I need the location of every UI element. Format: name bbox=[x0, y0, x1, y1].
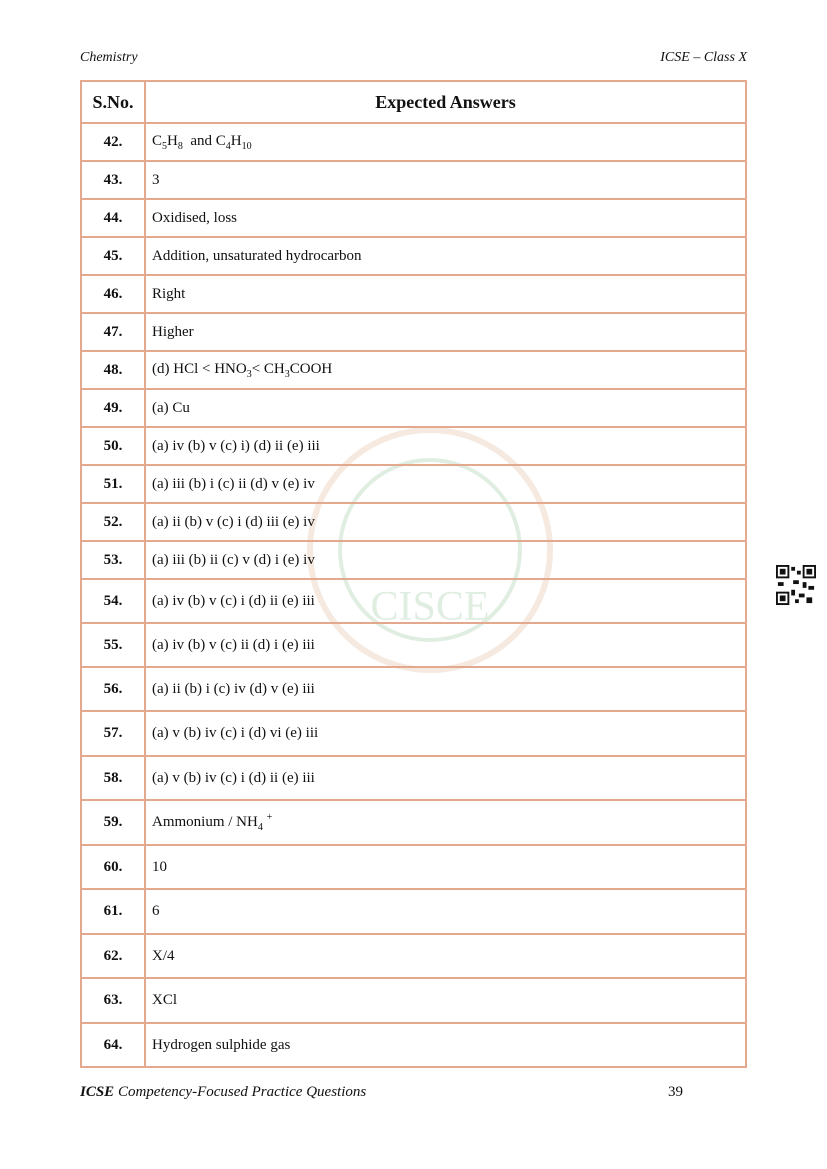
row-number: 45. bbox=[81, 237, 145, 275]
row-answer bbox=[145, 934, 746, 978]
answer-fragment: Hydrogen sulphide gas bbox=[152, 1036, 291, 1053]
answer-fragment: XCl bbox=[152, 992, 178, 1008]
table-row bbox=[81, 541, 746, 579]
row-number: 52. bbox=[81, 503, 145, 541]
answer-fragment: Right bbox=[152, 285, 186, 302]
row-answer bbox=[145, 199, 746, 237]
column-header-answers: Expected Answers bbox=[145, 81, 746, 123]
row-number: 42. bbox=[81, 123, 145, 161]
table-row bbox=[81, 275, 746, 313]
table-row bbox=[81, 711, 746, 756]
row-answer bbox=[145, 800, 746, 845]
table-row bbox=[81, 756, 746, 800]
row-answer bbox=[145, 389, 746, 427]
row-answer bbox=[145, 1023, 746, 1067]
row-answer bbox=[145, 711, 746, 756]
answer-fragment: (d) HCl < HNO bbox=[152, 360, 247, 377]
answer-fragment: COOH bbox=[289, 360, 333, 377]
table-row bbox=[81, 889, 746, 934]
row-answer bbox=[145, 845, 746, 889]
row-answer bbox=[145, 465, 746, 503]
row-number: 46. bbox=[81, 275, 145, 313]
answer-fragment: (a) Cu bbox=[152, 399, 190, 416]
table-row bbox=[81, 978, 746, 1023]
row-number: 56. bbox=[81, 667, 145, 711]
row-number: 58. bbox=[81, 756, 145, 800]
row-number: 64. bbox=[81, 1023, 145, 1067]
header-board: ICSE – Class X bbox=[660, 50, 747, 65]
table-row bbox=[81, 351, 746, 389]
table-row bbox=[81, 845, 746, 889]
answer-fragment: Addition, unsaturated hydrocarbon bbox=[152, 247, 362, 264]
answer-fragment: and C bbox=[182, 132, 226, 149]
row-answer bbox=[145, 889, 746, 934]
table-row bbox=[81, 579, 746, 623]
answer-fragment: (a) iv (b) v (c) i (d) ii (e) iii bbox=[152, 592, 315, 609]
row-number: 54. bbox=[81, 579, 145, 623]
table-row bbox=[81, 503, 746, 541]
answer-fragment: X/4 bbox=[152, 947, 175, 964]
answer-fragment: 10 bbox=[241, 140, 252, 152]
row-number: 55. bbox=[81, 623, 145, 667]
answers-table bbox=[80, 80, 747, 1068]
row-number: 51. bbox=[81, 465, 145, 503]
page-number: 39 bbox=[668, 1084, 683, 1100]
answer-fragment: (a) v (b) iv (c) i (d) vi (e) iii bbox=[152, 725, 319, 741]
answer-fragment: < CH bbox=[251, 360, 285, 377]
table-row bbox=[81, 237, 746, 275]
row-number: 49. bbox=[81, 389, 145, 427]
table-row bbox=[81, 389, 746, 427]
answer-fragment: C bbox=[152, 132, 163, 149]
row-answer bbox=[145, 313, 746, 351]
answer-fragment: 4 bbox=[257, 822, 263, 833]
row-number: 43. bbox=[81, 161, 145, 199]
table-row bbox=[81, 123, 746, 161]
header-subject: Chemistry bbox=[80, 50, 138, 65]
table-row bbox=[81, 934, 746, 978]
answer-fragment: Oxidised, loss bbox=[152, 209, 238, 226]
row-number: 57. bbox=[81, 711, 145, 756]
row-answer bbox=[145, 503, 746, 541]
row-answer bbox=[145, 237, 746, 275]
row-answer bbox=[145, 579, 746, 623]
qr-code-icon bbox=[776, 565, 816, 605]
row-answer bbox=[145, 351, 746, 389]
answer-fragment: Higher bbox=[152, 323, 194, 340]
table-row bbox=[81, 623, 746, 667]
row-number: 62. bbox=[81, 934, 145, 978]
answer-fragment: + bbox=[266, 812, 273, 823]
row-answer bbox=[145, 623, 746, 667]
footer-title bbox=[80, 1084, 366, 1101]
answer-fragment: (a) ii (b) i (c) iv (d) v (e) iii bbox=[152, 680, 315, 697]
answer-fragment: (a) iii (b) i (c) ii (d) v (e) iv bbox=[152, 475, 315, 492]
row-answer bbox=[145, 978, 746, 1023]
answer-fragment: (a) iv (b) v (c) ii (d) i (e) iii bbox=[152, 636, 315, 653]
row-answer bbox=[145, 123, 746, 161]
row-number: 48. bbox=[81, 351, 145, 389]
answer-fragment: 8 bbox=[177, 140, 183, 152]
row-number: 53. bbox=[81, 541, 145, 579]
table-row bbox=[81, 800, 746, 845]
answer-fragment: 4 bbox=[225, 140, 231, 152]
answer-fragment: Ammonium / NH bbox=[152, 814, 258, 830]
answer-fragment: (a) v (b) iv (c) i (d) ii (e) iii bbox=[152, 769, 315, 786]
row-answer bbox=[145, 427, 746, 465]
column-header-sno: S.No. bbox=[81, 81, 145, 123]
row-answer bbox=[145, 756, 746, 800]
table-row bbox=[81, 667, 746, 711]
table-row bbox=[81, 427, 746, 465]
table-row bbox=[81, 199, 746, 237]
table-body bbox=[81, 123, 746, 1067]
watermark-text: CISCE bbox=[370, 584, 490, 630]
row-answer bbox=[145, 275, 746, 313]
table-header-row bbox=[81, 81, 746, 123]
table-row bbox=[81, 465, 746, 503]
answer-fragment: (a) iv (b) v (c) i) (d) ii (e) iii bbox=[152, 437, 320, 454]
row-answer bbox=[145, 541, 746, 579]
footer-title-text: Competency-Focused Practice Questions bbox=[114, 1084, 367, 1100]
answer-fragment: H bbox=[167, 132, 178, 149]
row-answer bbox=[145, 161, 746, 199]
footer-brand: ICSE bbox=[80, 1084, 115, 1100]
row-number: 61. bbox=[81, 889, 145, 934]
row-number: 63. bbox=[81, 978, 145, 1023]
answer-fragment: 10 bbox=[152, 858, 167, 875]
answer-fragment: 3 bbox=[246, 368, 252, 380]
row-number: 50. bbox=[81, 427, 145, 465]
row-number: 44. bbox=[81, 199, 145, 237]
answer-fragment: H bbox=[230, 132, 242, 149]
answer-fragment: 3 bbox=[152, 171, 160, 188]
row-number: 59. bbox=[81, 800, 145, 845]
answer-fragment: (a) iii (b) ii (c) v (d) i (e) iv bbox=[152, 551, 315, 568]
answer-fragment: 6 bbox=[152, 903, 160, 919]
answer-fragment: (a) ii (b) v (c) i (d) iii (e) iv bbox=[152, 513, 315, 530]
answer-fragment: 5 bbox=[162, 140, 168, 152]
table-row bbox=[81, 161, 746, 199]
row-answer bbox=[145, 667, 746, 711]
table-row bbox=[81, 1023, 746, 1067]
row-number: 47. bbox=[81, 313, 145, 351]
answer-fragment: 3 bbox=[284, 368, 290, 380]
row-number: 60. bbox=[81, 845, 145, 889]
table-row bbox=[81, 313, 746, 351]
